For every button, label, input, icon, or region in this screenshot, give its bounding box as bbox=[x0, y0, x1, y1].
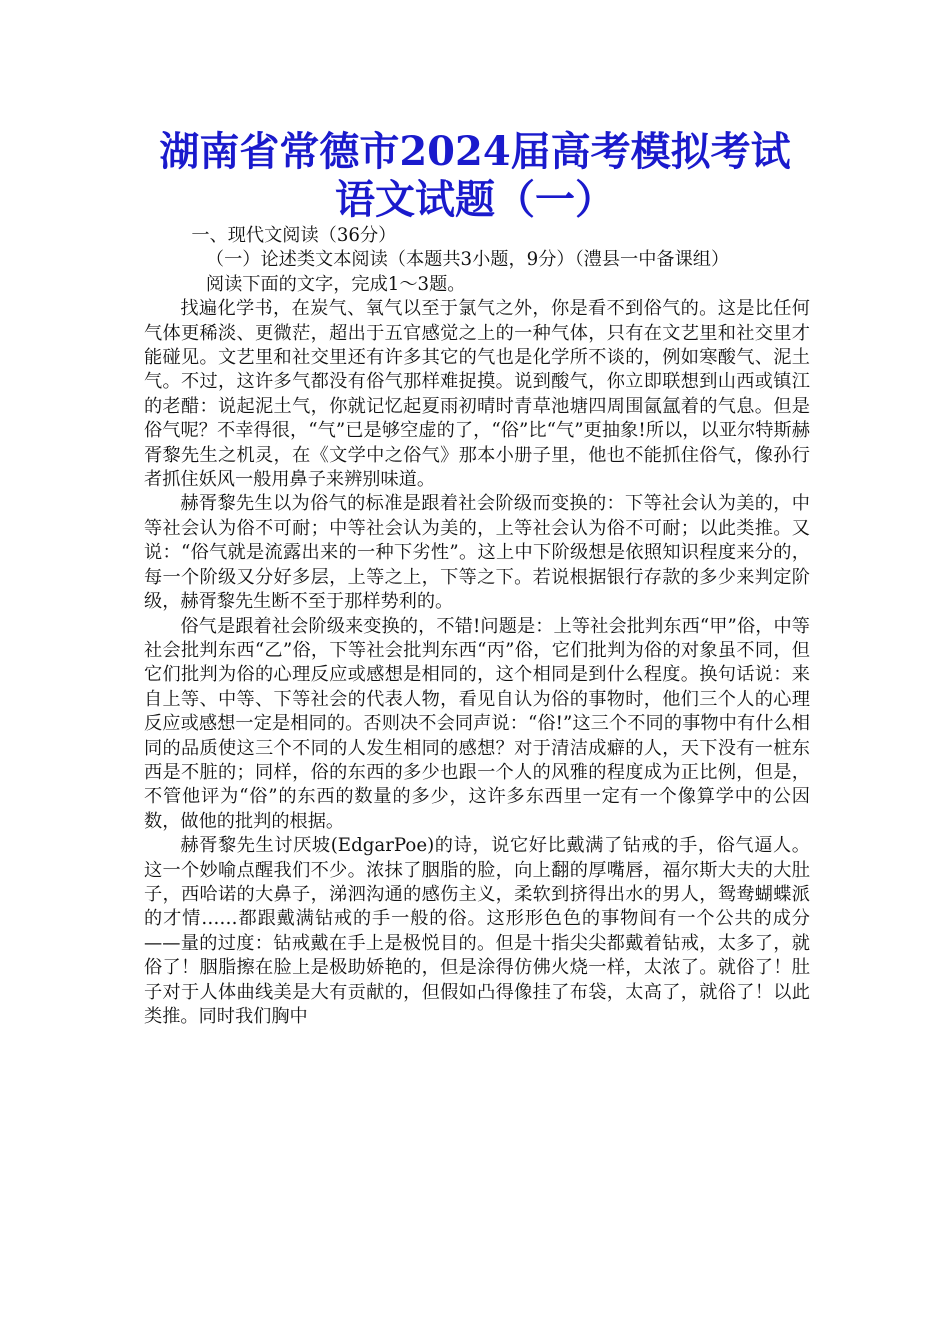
paragraph: 俗气是跟着社会阶级来变换的，不错!问题是：上等社会批判东西“甲”俗，中等社会批判东西“乙”俗，下等社会批判东西“丙”俗，它们批判为俗的对象虽不同，但它们批判为俗的心理反应或感想是相同的，这个相同是到什么程度。换句话说：来自上等、中等、下等社会的代表人物，看见自认为俗的事物时，他们三个人的心理反应或感想一定是相同的。否则决不会同声说：“俗!”这三个不同的事物中有什么相同的品质使这三个不同的人发生相同的感想？对于清洁成癖的人，天下没有一桩东西是不脏的；同样，俗的东西的多少也跟一个人的风雅的程度成为正比例，但是，不管他评为“俗”的东西的数量的多少，这许多东西里一定有一个像算学中的公因数，做他的批判的根据。 bbox=[144, 615, 810, 832]
subsection-heading: （一）论述类文本阅读（本题共3小题，9分）（澧县一中备课组） bbox=[205, 249, 730, 271]
section-heading: 一、现代文阅读（36分） bbox=[191, 225, 397, 246]
document-title-line-2: 语文试题（一） bbox=[335, 176, 615, 223]
document-body bbox=[144, 224, 810, 1029]
paragraph: 赫胥黎先生讨厌坡(EdgarPoe)的诗，说它好比戴满了钻戒的手，俗气逼人。这一个妙喻点醒我们不少。浓抹了胭脂的脸，向上翻的厚嘴唇，福尔斯大夫的大肚子，西哈诺的大鼻子，涕泗沟通的感伤主义，柔软到挤得出水的男人，鸳鸯蝴蝶派的才情……都跟戴满钻戒的手一般的俗。这形形色色的事物间有一个公共的成分——量的过度：钻戒戴在手上是极悦目的。但是十指尖尖都戴着钻戒，太多了，就俗了！胭脂擦在脸上是极助娇艳的，但是涂得仿佛火烧一样，太浓了。就俗了！肚子对于人体曲线美是大有贡献的，但假如凸得像挂了布袋，太高了，就俗了！以此类推。同时我们胸中 bbox=[144, 835, 810, 1027]
reading-instruction: 阅读下面的文字，完成1～3题。 bbox=[205, 273, 466, 295]
paragraph: 找遍化学书，在炭气、氧气以至于氯气之外，你是看不到俗气的。这是比任何气体更稀淡、更微茫，超出于五官感觉之上的一种气体，只有在文艺里和社交里才能碰见。文艺里和社交里还有许多其它的气也是化学所不谈的，例如寒酸气、泥土气。不过，这许多气都没有俗气那样难捉摸。说到酸气，你立即联想到山西或镇江的老醋：说起泥土气，你就记忆起夏雨初晴时青草池塘四周围氤氲着的气息。但是俗气呢？不幸得很，“气”已是够空虚的了，“俗”比“气”更抽象!所以，以亚尔特斯赫胥黎先生之机灵，在《文学中之俗气》那本小册子里，他也不能抓住俗气，像孙行者抓住妖风一般用鼻子来辨别味道。 bbox=[144, 298, 810, 491]
document-title-line-1: 湖南省常德市2024届高考模拟考试 bbox=[159, 128, 791, 175]
paragraph: 赫胥黎先生以为俗气的标准是跟着社会阶级而变换的：下等社会认为美的，中等社会认为俗不可耐；中等社会认为美的，上等社会认为俗不可耐；以此类推。又说：“俗气就是流露出来的一种下劣性”。这上中下阶级想是依照知识程度来分的，每一个阶级又分好多层，上等之上，下等之下。若说根据银行存款的多少来判定阶级，赫胥黎先生断不至于那样势利的。 bbox=[144, 493, 810, 613]
